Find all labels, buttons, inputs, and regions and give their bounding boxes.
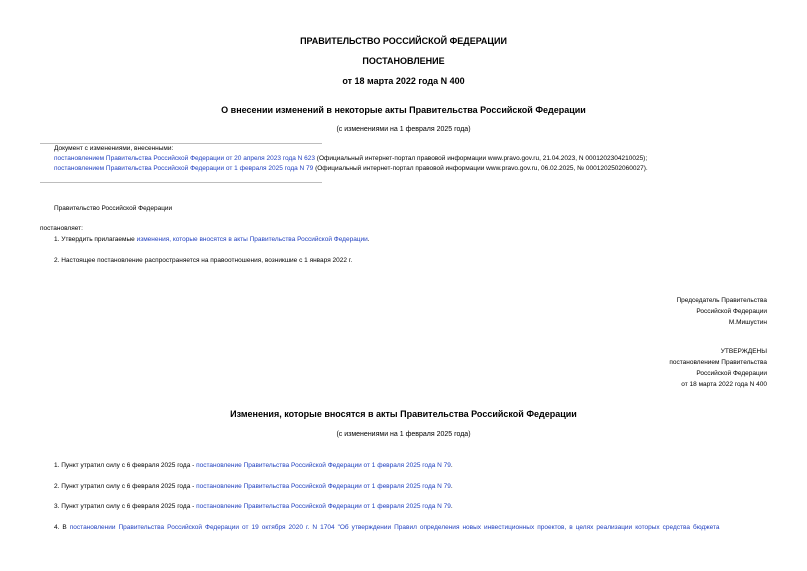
document-title: О внесении изменений в некоторые акты Правительства Российской Федерации	[221, 105, 586, 115]
point-link[interactable]: постановлении Правительства Российской Федерации от 19 октября 2020 г. N 1704 "Об утверждении Правил определения новых инвестиционных проектов, в целях реализации которых средства бюджета	[69, 524, 720, 531]
point-link[interactable]: постановление Правительства Российской Федерации от 1 февраля 2025 года N 79	[196, 462, 451, 469]
changes-item	[54, 165, 648, 172]
signature-country: Российской Федерации	[696, 308, 767, 315]
government-label: Правительство Российской Федерации	[54, 205, 173, 212]
edition-note: (с изменениями на 1 февраля 2025 года)	[336, 126, 471, 133]
signature-position: Председатель Правительства	[676, 297, 767, 304]
point-item	[54, 483, 453, 490]
point-end: .	[450, 462, 453, 469]
top-divider	[40, 143, 322, 144]
changes-intro: Документ с изменениями, внесенными:	[54, 145, 174, 152]
changes-annex-link[interactable]: изменения, которые вносятся в акты Правительства Российской Федерации	[136, 236, 368, 243]
signature-name: М.Мишустин	[728, 319, 767, 326]
changes-edition-note: (с изменениями на 1 февраля 2025 года)	[336, 431, 471, 438]
paragraph-1	[54, 236, 370, 243]
paragraph-2: 2. Настоящее постановление распространяется на правоотношения, возникшие с 1 января 2022 г.	[54, 257, 353, 264]
point-item	[54, 462, 453, 469]
point-text: 3. Пункт утратил силу с 6 февраля 2025 года -	[54, 503, 197, 510]
point-link[interactable]: постановление Правительства Российской Федерации от 1 февраля 2025 года N 79	[196, 503, 451, 510]
point-text: 1. Пункт утратил силу с 6 февраля 2025 года -	[54, 462, 197, 469]
header-government: ПРАВИТЕЛЬСТВО РОССИЙСКОЙ ФЕДЕРАЦИИ	[300, 36, 507, 46]
point-text: 4. В	[54, 524, 70, 531]
approved-date: от 18 марта 2022 года N 400	[681, 381, 767, 388]
changes-item-link[interactable]: постановлением Правительства Российской Федерации от 20 апреля 2023 года N 623	[54, 155, 315, 162]
paragraph-1-end: .	[367, 236, 370, 243]
bottom-divider	[40, 182, 322, 183]
point-item	[54, 503, 453, 510]
decides-label: постановляет:	[40, 225, 83, 232]
changes-item-link[interactable]: постановлением Правительства Российской Федерации от 1 февраля 2025 года N 79	[54, 165, 314, 172]
changes-item-text: (Официальный интернет-портал правовой информации www.pravo.gov.ru, 21.04.2023, N 0001202304210025);	[315, 155, 648, 162]
header-doc-date: от 18 марта 2022 года N 400	[342, 76, 465, 86]
point-item	[54, 524, 767, 531]
header-doc-type: ПОСТАНОВЛЕНИЕ	[362, 56, 445, 66]
approved-label: УТВЕРЖДЕНЫ	[720, 348, 767, 355]
changes-item	[54, 155, 647, 162]
approved-by: постановлением Правительства	[669, 359, 767, 366]
point-end: .	[450, 503, 453, 510]
changes-item-text: (Официальный интернет-портал правовой информации www.pravo.gov.ru, 06.02.2025, № 0001202502060027).	[313, 165, 648, 172]
point-link[interactable]: постановление Правительства Российской Федерации от 1 февраля 2025 года N 79	[196, 483, 451, 490]
changes-title: Изменения, которые вносятся в акты Правительства Российской Федерации	[230, 409, 577, 419]
point-end: .	[450, 483, 453, 490]
point-text: 2. Пункт утратил силу с 6 февраля 2025 года -	[54, 483, 197, 490]
paragraph-1-text: 1. Утвердить прилагаемые	[54, 236, 137, 243]
approved-country: Российской Федерации	[696, 370, 767, 377]
